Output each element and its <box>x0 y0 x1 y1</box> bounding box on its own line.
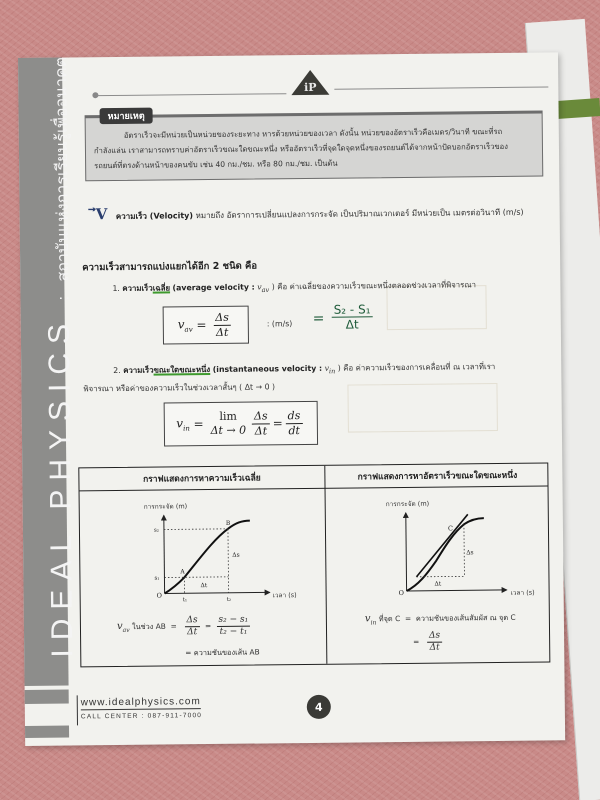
instantaneous-velocity-graph <box>386 508 517 601</box>
brand-subtitle: สถาบันแห่งการเรียนรู้เพื่ออนาคต <box>52 56 73 282</box>
note-body <box>94 124 534 174</box>
svg-text:s₂: s₂ <box>153 527 160 534</box>
slope-ab-text: = ความชันของเส้น AB <box>185 647 260 658</box>
underlined-term: เฉลี่ย <box>152 283 171 293</box>
svg-text:Δs: Δs <box>232 551 240 559</box>
svg-text:Δt: Δt <box>434 580 442 588</box>
graph-header-average: กราฟแสดงการหาความเร็วเฉลี่ย <box>143 473 261 485</box>
underlined-term: ขณะใดขณะหนึ่ง <box>153 365 211 375</box>
note-box <box>85 111 544 182</box>
svg-text:s₁: s₁ <box>154 575 160 582</box>
svg-text:O: O <box>398 588 405 598</box>
graph-header-instantaneous: กราฟแสดงการหาอัตราเร็วขณะใดขณะหนึ่ง <box>357 470 518 483</box>
symbol-v: $v_{in}$ <box>324 363 336 376</box>
svg-text:iP: iP <box>304 80 317 95</box>
x-axis-label: เวลา (s) <box>272 591 297 600</box>
symbol-v: $v_{av}$ <box>257 282 270 295</box>
note-line: อัตราเร็วจะมีหน่วยเป็นหน่วยของระยะทาง หารด้วยหน่วยของเวลา ดังนั้น หน่วยของอัตราเร็วคือเมตร/วินาที ขณะที่รถ <box>123 126 503 140</box>
velocity-definition <box>96 201 524 223</box>
svg-text:B: B <box>225 519 231 527</box>
brand-separator: : <box>55 295 73 301</box>
average-velocity-equation: $v_{av}$ ในช่วง AB = $\frac{\Delta s}{\Delta t}$ = $\frac{\text{s₂ − s₁}}{\text{t₂ − t₁}}$ <box>117 615 254 639</box>
call-center: CALL CENTER : 087-911-7000 <box>80 712 203 721</box>
svg-text:A: A <box>180 568 185 576</box>
tangent-slope-fraction: = $\frac{\Delta s}{\Delta t}$ <box>413 631 445 654</box>
page-number: 4 <box>307 695 331 719</box>
svg-text:C: C <box>447 524 453 533</box>
header-rule-left <box>96 93 286 96</box>
note-line: กำลังแล่น เราสามารถทราบค่าอัตราเร็วขณะใดขณะหนึ่ง หรืออัตราเร็วที่จุดใดจุดหนึ่งของรถยนต์ได้จากหน้าปัดบอกอัตราเร็วของ <box>93 141 508 156</box>
item-description: ) คือ ค่าความเร็วของการเคลื่อนที่ ณ เวลาที่เรา <box>337 362 496 373</box>
item-average-velocity: 1. ความเร็วเฉลี่ย (average velocity : $v_{av}$ ) คือ ค่าเฉลี่ยของความเร็วขณะหนึ่งตลอดช่วงเวลาที่พิจารณา <box>112 280 477 295</box>
section-heading: ความเร็วสามารถแบ่งแยกได้อีก 2 ชนิด คือ <box>82 260 258 274</box>
note-line: รถยนต์ที่ตรงด้านหน้าของคนขับ เช่น 40 กม./ชม. หรือ 80 กม./ชม. เป็นต้น <box>94 158 338 171</box>
handwritten-equals: = <box>312 310 325 327</box>
website-link[interactable]: www.idealphysics.com <box>80 696 201 709</box>
instantaneous-velocity-equation: $v_{in}$ ที่จุด C = ความชันของเส้นสัมผัส ณ จุด C <box>364 612 516 627</box>
item-description-cont: พิจารณา หรือค่าของความเร็วในช่วงเวลาสั้นๆ ( Δt → 0 ) <box>83 382 276 394</box>
spine-footer-block <box>25 690 69 704</box>
handwritten-fraction: $\frac{\text{S₂ - S₁}}{\Delta t}$ <box>329 302 376 332</box>
velocity-term: ความเร็ว (Velocity) <box>115 211 194 221</box>
svg-text:O: O <box>156 591 163 600</box>
unit-label: : (m/s) <box>266 319 293 329</box>
textbook-page <box>18 52 565 746</box>
svg-text:t₂: t₂ <box>226 596 232 603</box>
item-instantaneous-velocity: 2. ความเร็วขณะใดขณะหนึ่ง (instantaneous velocity : $v_{in}$ ) คือ ค่าความเร็วของการเคลื่อนที่ ณ เวลาที่เรา <box>113 362 496 376</box>
graph-table <box>78 462 550 667</box>
note-tag: หมายเหตุ <box>100 108 153 125</box>
svg-text:Δt: Δt <box>200 582 208 590</box>
velocity-definition-text: หมายถึง อัตราการเปลี่ยนแปลงการกระจัด เป็นปริมาณเวกเตอร์ มีหน่วยเป็น เมตรต่อวินาที (m/s) <box>195 207 524 221</box>
ideal-physics-logo-icon <box>290 69 330 97</box>
x-axis-label: เวลา (s) <box>510 588 535 597</box>
average-velocity-formula: $v_{av}$ = $\frac{\Delta s}{\Delta t}$ <box>163 306 249 345</box>
y-axis-label: การกระจัด (m) <box>143 502 188 511</box>
header-rule-right <box>334 86 548 89</box>
instantaneous-velocity-formula: $v_{in}$ = lim Δt → 0 $\frac{\Delta s}{\Delta t}$ = $\frac{ds}{dt}$ <box>164 401 318 447</box>
svg-text:Δs: Δs <box>466 549 474 557</box>
bleedthrough-box <box>347 383 497 433</box>
brand-title: IDEAL PHYSICS <box>42 314 80 658</box>
svg-text:t₁: t₁ <box>182 597 188 604</box>
y-axis-label: การกระจัด (m) <box>385 499 430 509</box>
side-banner <box>18 56 80 686</box>
side-banner-text <box>40 57 80 658</box>
spine-footer-block <box>25 726 69 738</box>
average-velocity-graph <box>144 510 275 603</box>
velocity-vector-symbol: ⃗ V <box>96 205 108 223</box>
footer-bar <box>77 695 78 725</box>
item-description: ) คือ ค่าเฉลี่ยของความเร็วขณะหนึ่งตลอดช่วงเวลาที่พิจารณา <box>271 280 477 292</box>
